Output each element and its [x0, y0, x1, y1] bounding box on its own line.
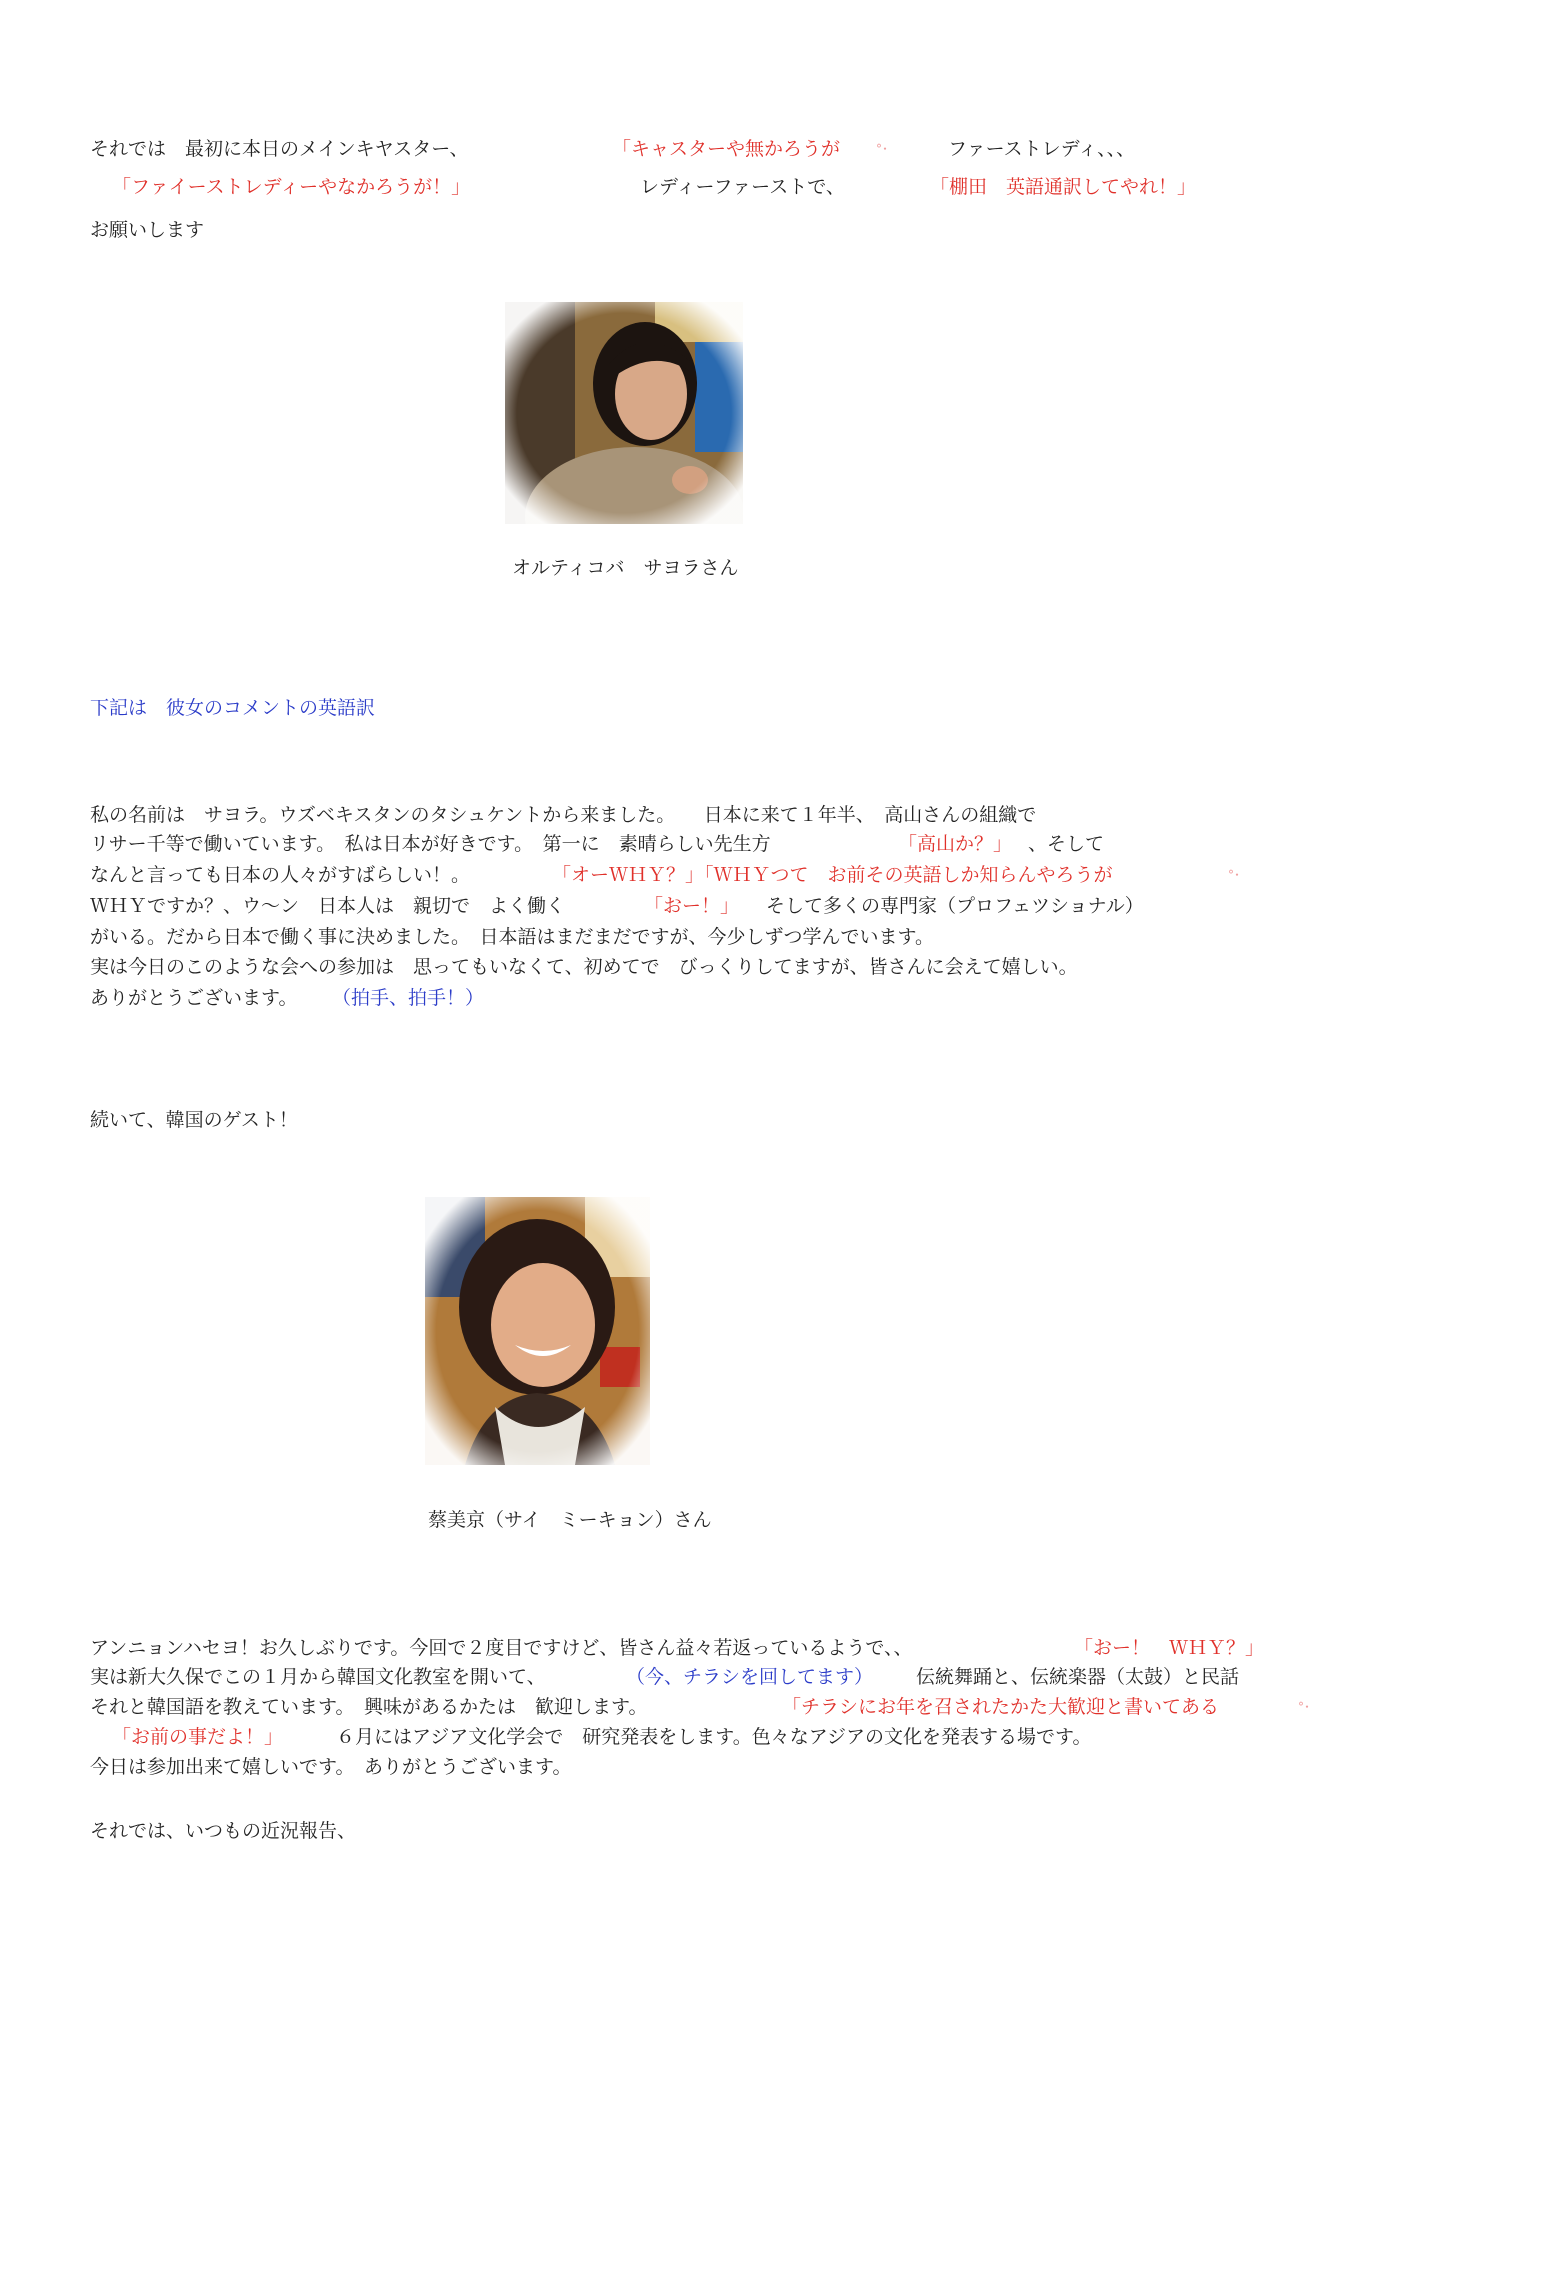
closing-line: それでは、いつもの近況報告、: [90, 1820, 357, 1842]
speech1-line4-heckle: 「おー！」: [644, 895, 740, 917]
intro-line2-heckle2: 「棚田 英語通訳してやれ！」: [930, 176, 1197, 198]
speech2-line4-heckle: 「お前の事だよ！」: [112, 1726, 284, 1748]
speech1-line3-a: なんと言っても日本の人々がすばらしい！。: [90, 864, 471, 886]
speech2-line1-a: アンニョンハセヨ！お久しぶりです。今回で２度目ですけど、皆さん益々若返っているようで、、: [90, 1637, 913, 1659]
speech1-line4-b: そして多くの専門家（プロフェツショナル）: [766, 895, 1144, 917]
quote-mark: °･: [876, 142, 889, 156]
intro-line1-b: ファーストレディ、、、: [948, 138, 1136, 160]
speech2-line4-b: ６月にはアジア文化学会で 研究発表をします。色々なアジアの文化を発表する場です。: [336, 1726, 1092, 1748]
speech2-line2-a: 実は新大久保でこの１月から韓国文化教室を開いて、: [90, 1666, 546, 1688]
photo2-caption: 蔡美京（サイ ミーキョン）さん: [428, 1509, 712, 1531]
speech1-line4-a: ＷＨＹですか？、ウ〜ン 日本人は 親切で よく働く: [90, 895, 566, 917]
quote-mark: °･: [1228, 868, 1241, 882]
quote-mark: °･: [1298, 1700, 1311, 1714]
speech2-line5: 今日は参加出来て嬉しいです。 ありがとうございます。: [90, 1756, 572, 1778]
speech1-line3-heckle: 「オーＷＨＹ？」「ＷＨＹつて お前その英語しか知らんやろうが: [552, 864, 1113, 886]
speech1-line1: 私の名前は サヨラ。ウズベキスタンのタシュケントから来ました。 日本に来て１年半、 高山さんの組織で: [90, 804, 1037, 826]
guest-photo-mikyon: [425, 1197, 650, 1465]
intro-line2-heckle1: 「ファイーストレディーやなかろうが！」: [112, 176, 471, 198]
speech2-line3-a: それと韓国語を教えています。 興味があるかたは 歓迎します。: [90, 1696, 648, 1718]
speech1-line2-heckle: 「高山か？」: [898, 833, 1013, 855]
speech1-line7-a: ありがとうございます。: [90, 987, 298, 1009]
photo1-caption: オルティコバ サヨラさん: [512, 557, 739, 579]
intro-line2-b: レディーファーストで、: [640, 176, 845, 198]
guest-photo-sayora: [505, 302, 743, 524]
speech1-line6: 実は今日のこのような会への参加は 思ってもいなくて、初めてで びっくりしてますが、皆さんに会えて嬉しい。: [90, 956, 1078, 978]
speech2-line3-heckle: 「チラシにお年を召されたかた大歓迎と書いてある: [782, 1696, 1220, 1718]
speech1-line2-a: リサー千等で働いています。 私は日本が好きです。 第一に 素晴らしい先生方: [90, 833, 771, 855]
intro-line3: お願いします: [90, 219, 205, 241]
intro-line1-a: それでは 最初に本日のメインキヤスター、: [90, 138, 469, 160]
next-guest-intro: 続いて、韓国のゲスト！: [90, 1109, 298, 1131]
speech2-line2-b: 伝統舞踊と、伝統楽器（太鼓）と民話: [916, 1666, 1240, 1688]
intro-line1-heckle: 「キャスターや無かろうが: [612, 138, 841, 160]
translation-note: 下記は 彼女のコメントの英語訳: [90, 697, 376, 719]
speech2-line2-aside: （今、チラシを回してます）: [626, 1666, 874, 1688]
speech1-line7-applause: （拍手、拍手！）: [332, 987, 485, 1009]
speech1-line2-b: 、そして: [1028, 833, 1105, 855]
speech2-line1-heckle: 「おー！ ＷＨＹ？」: [1074, 1637, 1265, 1659]
speech1-line5: がいる。だから日本で働く事に決めました。 日本語はまだまだですが、今少しずつ学んでいます。: [90, 926, 934, 948]
